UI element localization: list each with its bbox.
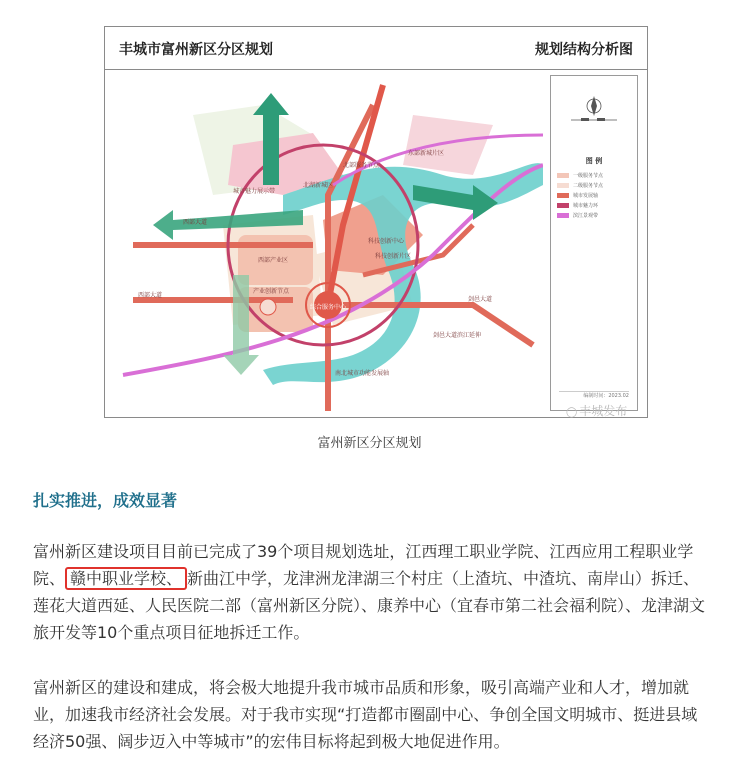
map-label-city-axis: 城市魅力展示带 xyxy=(233,188,276,195)
map-label-north-area: 北湖新城区 xyxy=(303,182,334,189)
paragraph-2: 富州新区的建设和建成，将会极大地提升我市城市品质和形象，吸引高端产业和人才，增加就业，加速我市经济社会发展。对于我市实现“打造都市圈副中心、争创全国文明城市、挺进县域经济50强、阔步迈入中等城市”的宏伟目标将起到极大地促进作用。 xyxy=(33,678,698,751)
legend-swatch xyxy=(557,203,569,208)
highlighted-text: 赣中职业学校、 xyxy=(65,567,187,590)
legend-date: 编制时间：2023.02 xyxy=(559,391,629,400)
legend-item: 二级服务节点 xyxy=(557,182,631,190)
map-label-east-area: 东部新城片区 xyxy=(408,150,445,157)
map-label-service-center: 综合服务中心 xyxy=(310,304,347,311)
compass-scale xyxy=(551,76,637,146)
watermark: ◯ 丰城发布 xyxy=(566,404,628,418)
figure-subtitle: 规划结构分析图 xyxy=(535,42,633,58)
map-label-industry-node: 产业创新节点 xyxy=(253,288,290,295)
figure-caption: 富州新区分区规划 xyxy=(317,436,422,451)
map-label-avenue-right-low: 剑邑大道滨江延伸 xyxy=(433,332,482,339)
paragraph-1 xyxy=(33,538,713,646)
section-heading: 扎实推进，成效显著 xyxy=(33,491,178,510)
map-label-tech-zone: 科技创新片区 xyxy=(375,253,412,260)
map-legend xyxy=(550,75,638,411)
legend-swatch xyxy=(557,213,569,218)
figure-title: 丰城市富州新区分区规划 xyxy=(119,42,273,58)
legend-title: 图 例 xyxy=(585,157,603,165)
legend-item: 城市发展轴 xyxy=(557,192,631,200)
paragraph-1-before: 富州新区建设项目目前已完成了39个项目规划选址，江西理工职业学院、江西应用工程职业学院、 xyxy=(33,542,694,588)
figure-header xyxy=(105,27,647,70)
legend-item: 滨江景观带 xyxy=(557,212,631,220)
map-label-tech-center: 科技创新中心 xyxy=(368,238,405,245)
map-label-avenue-left-mid: 西部大道 xyxy=(138,292,163,299)
wechat-icon: ◯ xyxy=(566,407,578,418)
legend-item: 一级服务节点 xyxy=(557,172,631,180)
planning-map xyxy=(113,75,543,411)
map-label-south-axis: 南北城市功能发展轴 xyxy=(335,370,390,377)
legend-swatch xyxy=(557,173,569,178)
paragraph-1-after: 新曲江中学，龙津洲龙津湖三个村庄（上渣坑、中渣坑、南岸山）拆迁、莲花大道西延、人民医院二部（富州新区分院）、康养中心（宜春市第二社会福利院）、龙津湖文旅开发等10个重点项目征地拆迁工作。 xyxy=(33,569,706,642)
planning-figure xyxy=(104,26,648,418)
legend-swatch xyxy=(557,193,569,198)
map-label-avenue-left-top: 西部大道 xyxy=(183,219,208,226)
legend-item: 城市魅力环 xyxy=(557,202,631,210)
map-illustration xyxy=(113,75,543,411)
map-label-west-industry: 西部产业区 xyxy=(258,257,289,264)
map-label-north-node: 北部服务节点 xyxy=(343,162,380,169)
legend-swatch xyxy=(557,183,569,188)
map-label-avenue-right: 剑邑大道 xyxy=(468,296,493,303)
